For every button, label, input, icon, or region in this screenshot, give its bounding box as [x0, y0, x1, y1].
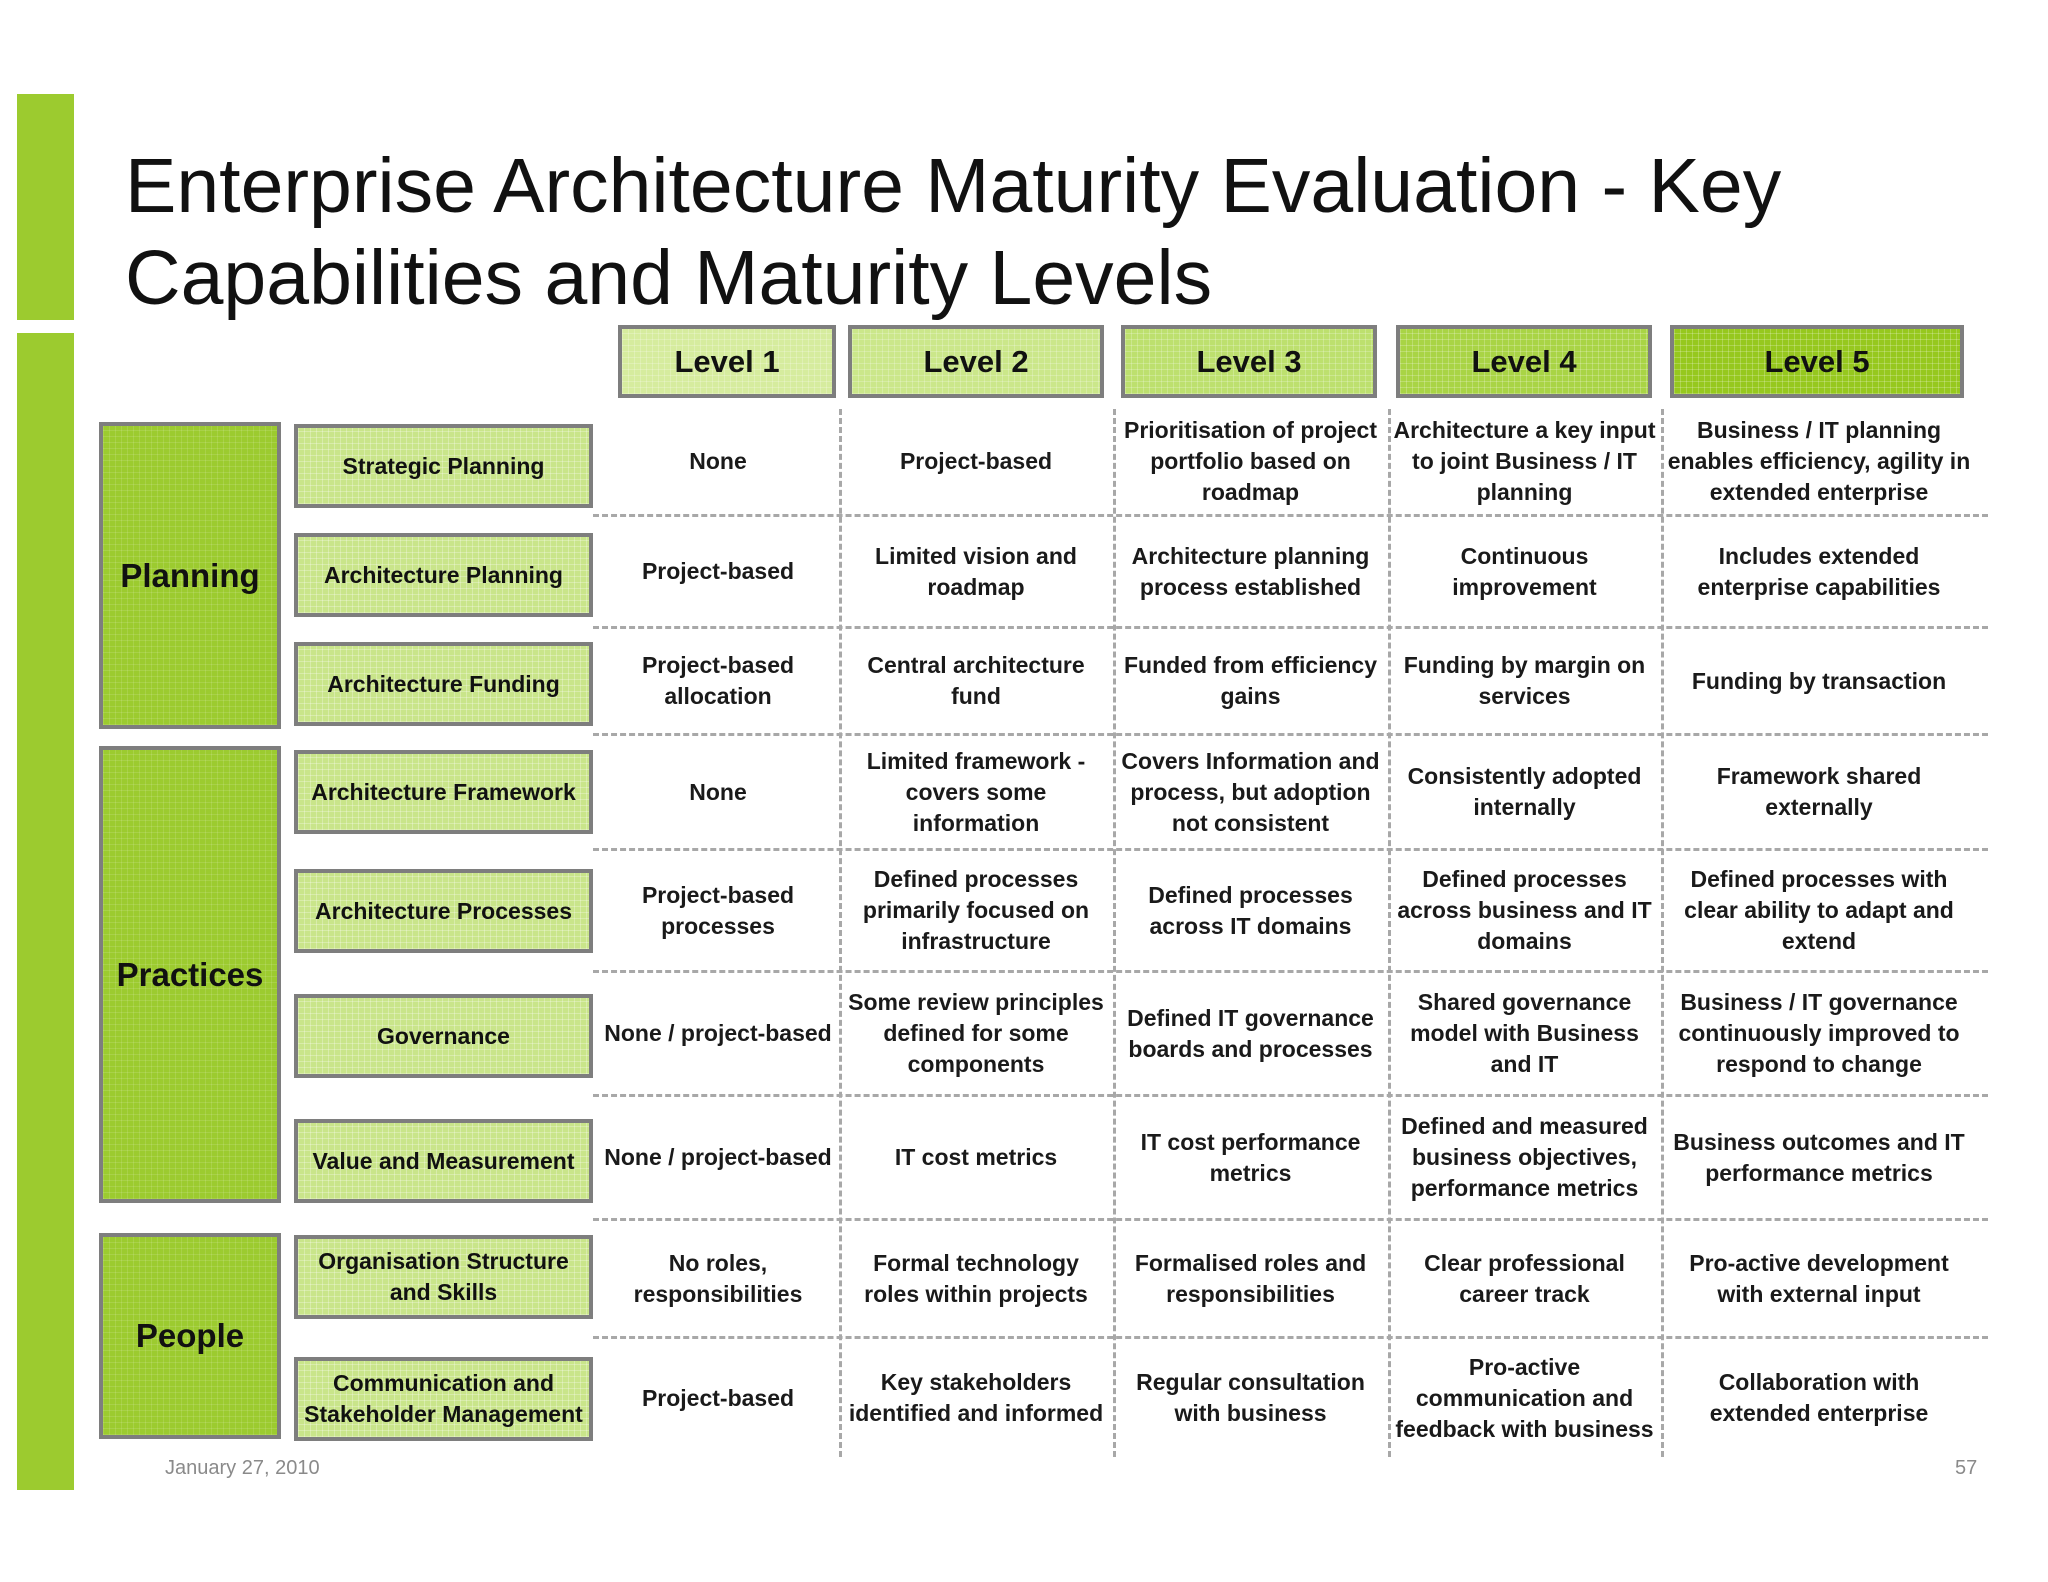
capability-value-and-measurement: Value and Measurement: [294, 1119, 593, 1203]
maturity-cell: None: [689, 448, 747, 474]
capability-governance: Governance: [294, 994, 593, 1078]
maturity-cell: Some review principles defined for some components: [848, 989, 1104, 1077]
maturity-cell: Continuous improvement: [1452, 542, 1597, 600]
maturity-cell: Defined processes across business and IT domains: [1397, 866, 1652, 954]
slide-title: Enterprise Architecture Maturity Evaluation - Key Capabilities and Maturity Levels: [125, 143, 1782, 321]
category-planning: Planning: [99, 422, 281, 729]
maturity-cell: Pro-active communication and feedback with business: [1395, 1353, 1654, 1442]
level-header-4: Level 4: [1396, 325, 1652, 398]
maturity-cell: Central architecture fund: [867, 652, 1085, 709]
maturity-cell: Formal technology roles within projects: [864, 1249, 1088, 1307]
maturity-cell: IT cost metrics: [894, 1144, 1058, 1170]
maturity-cell: Defined IT governance boards and processes: [1127, 1004, 1374, 1062]
maturity-cell: Defined and measured business objectives, performance metrics: [1401, 1113, 1648, 1201]
level-header-3: Level 3: [1121, 325, 1377, 398]
maturity-cell: Key stakeholders identified and informed: [848, 1369, 1104, 1426]
maturity-cell: Clear professional career track: [1424, 1249, 1625, 1307]
maturity-cell: Project-based: [899, 448, 1053, 474]
maturity-cell: Funding by transaction: [1691, 667, 1947, 694]
maturity-cell: Funded from efficiency gains: [1123, 652, 1378, 709]
maturity-cell: Architecture a key input to joint Business / IT planning: [1393, 417, 1656, 505]
maturity-cell: Limited vision and roadmap: [875, 542, 1077, 600]
accent-bar-bottom: [17, 333, 74, 1490]
maturity-cell: Consistently adopted internally: [1407, 763, 1642, 820]
maturity-cell: None / project-based: [604, 1020, 832, 1046]
maturity-cell: None: [689, 778, 747, 805]
maturity-cell: Limited framework - covers some information: [866, 747, 1086, 836]
maturity-cell: Business / IT governance continuously improved to respond to change: [1678, 989, 1960, 1077]
maturity-cell: Regular consultation with business: [1136, 1369, 1365, 1426]
maturity-cell: Covers Information and process, but adoption not consistent: [1121, 747, 1380, 836]
maturity-cell: Architecture planning process established: [1131, 542, 1370, 600]
capability-organisation-structure: Organisation Structure and Skills: [294, 1235, 593, 1319]
level-header-2: Level 2: [848, 325, 1104, 398]
maturity-cell: Project-based: [641, 558, 795, 584]
maturity-cell: Project-based allocation: [641, 652, 795, 709]
capability-architecture-planning: Architecture Planning: [294, 533, 593, 617]
capability-architecture-framework: Architecture Framework: [294, 750, 593, 834]
accent-bar-top: [17, 94, 74, 320]
maturity-cell: Project-based processes: [641, 881, 795, 939]
maturity-cell: None / project-based: [604, 1144, 832, 1170]
maturity-cell: Formalised roles and responsibilities: [1134, 1249, 1367, 1307]
maturity-cell: No roles, responsibilities: [633, 1249, 803, 1307]
maturity-cell: IT cost performance metrics: [1140, 1128, 1361, 1186]
maturity-cell: Funding by margin on services: [1403, 652, 1646, 709]
maturity-cell: Defined processes primarily focused on infrastructure: [862, 866, 1090, 954]
maturity-cell: Defined processes across IT domains: [1148, 881, 1353, 939]
maturity-cell: Defined processes with clear ability to adapt and extend: [1684, 866, 1954, 954]
level-header-5: Level 5: [1670, 325, 1964, 398]
maturity-cell: Includes extended enterprise capabilities: [1697, 542, 1941, 600]
maturity-cell: Pro-active development with external input: [1689, 1249, 1949, 1307]
level-header-1: Level 1: [618, 325, 836, 398]
maturity-cell: Shared governance model with Business and IT: [1410, 989, 1639, 1077]
page-number: 57: [1955, 1457, 1978, 1479]
capability-architecture-processes: Architecture Processes: [294, 869, 593, 953]
category-practices: Practices: [99, 746, 281, 1203]
maturity-cell: Collaboration with extended enterprise: [1709, 1369, 1929, 1426]
footer-date: January 27, 2010: [165, 1457, 320, 1479]
maturity-cell: Business outcomes and IT performance metrics: [1673, 1128, 1965, 1186]
maturity-cell: Prioritisation of project portfolio based on roadmap: [1123, 417, 1378, 505]
maturity-cell: Project-based: [641, 1384, 795, 1411]
maturity-cell: Framework shared externally: [1716, 763, 1922, 820]
capability-strategic-planning: Strategic Planning: [294, 424, 593, 508]
capability-communication-stakeholder: Communication and Stakeholder Management: [294, 1357, 593, 1441]
capability-architecture-funding: Architecture Funding: [294, 642, 593, 726]
maturity-cell: Business / IT planning enables efficiency, agility in extended enterprise: [1667, 417, 1971, 505]
category-people: People: [99, 1233, 281, 1439]
